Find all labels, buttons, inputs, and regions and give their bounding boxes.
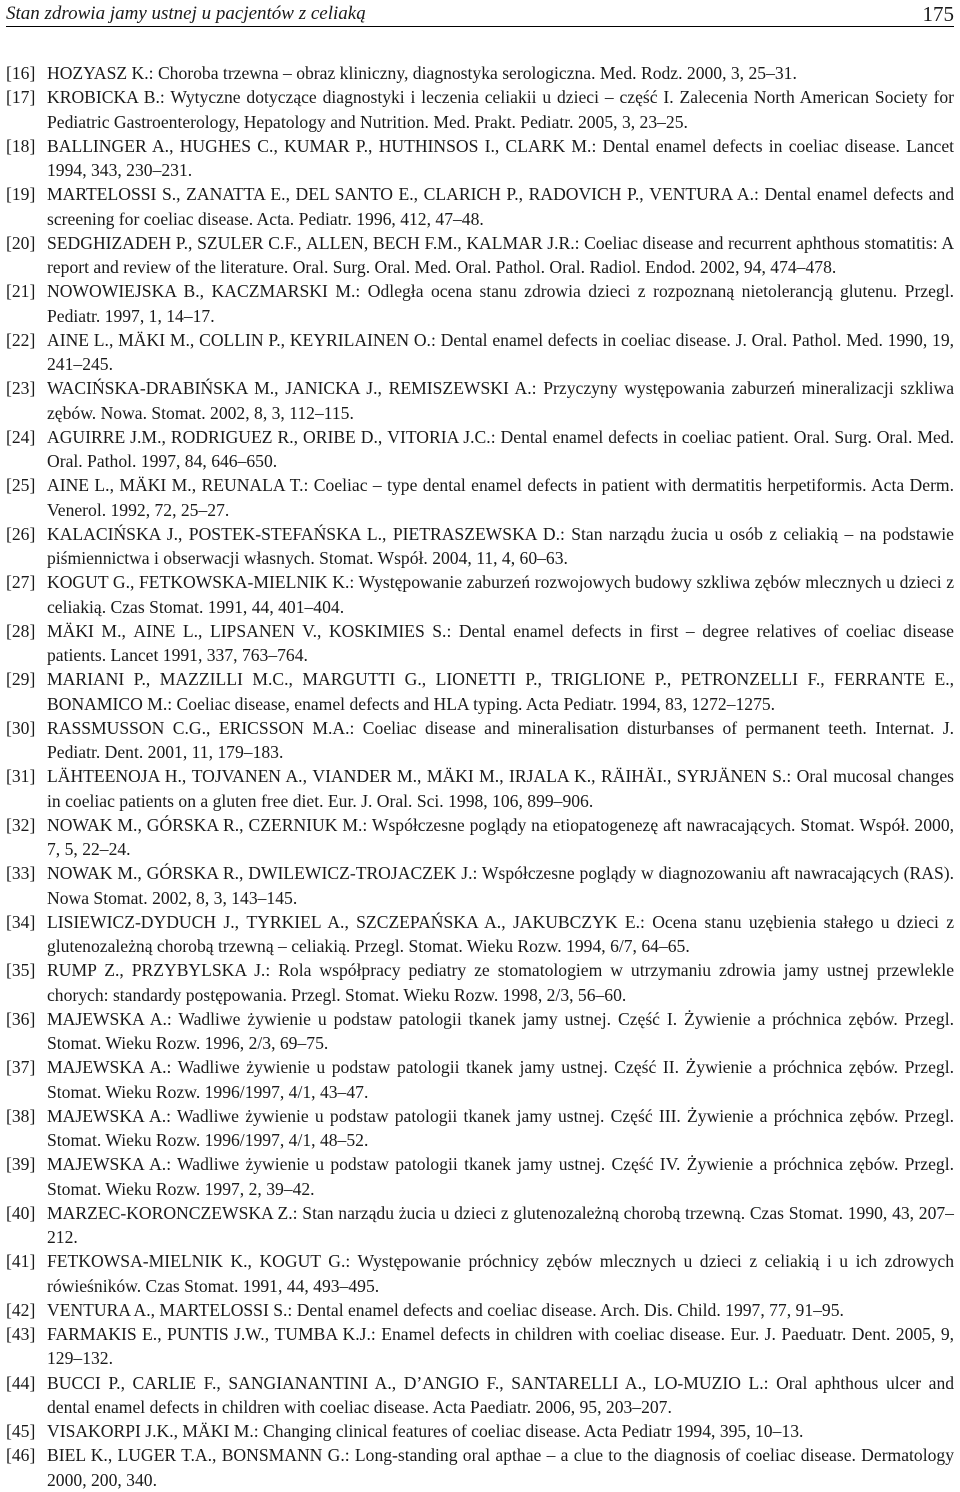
reference-text xyxy=(47,1322,954,1371)
reference-number: [27] xyxy=(6,572,36,593)
reference-number: [40] xyxy=(6,1202,36,1223)
reference-entry xyxy=(6,328,954,377)
reference-entry xyxy=(6,570,954,619)
reference-segment: , xyxy=(137,863,147,884)
reference-segment: , xyxy=(642,1372,654,1393)
reference-segment: , xyxy=(150,1299,160,1320)
reference-segment: : Coeliac disease and recurrent aphthous stomatitis: A report and review of the literature. Oral. Surg. Oral. Med. Oral. Pathol. Oral. Radiol. Endod. 2002, 94, 474–478. xyxy=(47,232,955,277)
reference-author: NOWAK M. xyxy=(47,863,138,884)
reference-segment: : Long-standing oral apthae – a clue to the diagnosis of coeliac disease. Dermatology 2000, 200, 340. xyxy=(47,1445,955,1490)
reference-segment: , xyxy=(176,184,187,205)
reference-text xyxy=(47,328,954,377)
reference-author: RASSMUSSON C.G. xyxy=(47,717,207,738)
reference-author: JANICKA J. xyxy=(285,378,378,399)
reference-segment: , xyxy=(189,329,200,350)
reference-segment: , xyxy=(274,378,286,399)
running-title: Stan zdrowia jamy ustnej u pacjentów z celiaką xyxy=(6,3,366,24)
reference-author: RADOVICH P. xyxy=(528,184,640,205)
reference-author: KUMAR P. xyxy=(284,135,369,156)
reference-segment: , xyxy=(382,523,393,544)
reference-text xyxy=(47,764,954,813)
reference-number: [46] xyxy=(6,1445,36,1466)
reference-author: RÄIHÄI. xyxy=(600,766,667,787)
reference-author: MÄKI M. xyxy=(119,475,192,496)
reference-author: CZERNIUK M. xyxy=(248,814,363,835)
reference-author: ALLEN, BECH F.M. xyxy=(306,232,458,253)
reference-segment: , xyxy=(157,1324,168,1344)
reference-entry xyxy=(6,1443,954,1492)
reference-list xyxy=(6,61,954,1492)
reference-text xyxy=(47,1152,954,1201)
reference-segment: , xyxy=(288,669,303,690)
reference-author: MARZEC-KORONCZEWSKA Z. xyxy=(47,1202,293,1223)
reference-entry xyxy=(6,425,954,474)
reference-segment: , xyxy=(368,135,379,156)
reference-text xyxy=(47,1201,954,1250)
reference-segment: , xyxy=(499,766,510,787)
reference-segment: : Changing clinical features of coeliac disease. Acta Pediatr 1994, 395, 10–13. xyxy=(253,1421,804,1441)
reference-text xyxy=(47,813,954,862)
reference-text xyxy=(47,1104,954,1153)
reference-segment: , xyxy=(108,329,119,350)
reference-segment: , xyxy=(109,475,120,496)
reference-segment: , xyxy=(518,184,529,205)
reference-author: CLARK M. xyxy=(505,135,592,156)
reference-segment: , xyxy=(247,1251,260,1272)
reference-segment: : Coeliac – type dental enamel defects in patient with dermatitis herpetiformis. Acta Derm. Venerol. 1992, 72, 25–27. xyxy=(47,475,955,520)
reference-segment: : Choroba trzewna – obraz kliniczny, diagnostyka serologiczna. Med. Rodz. 2000, 3, 25–31. xyxy=(148,63,797,83)
reference-number: [30] xyxy=(6,717,36,738)
reference-author: PUNTIS J.W. xyxy=(167,1324,265,1344)
reference-author: MÄKI M. xyxy=(47,620,122,641)
reference-entry xyxy=(6,1371,954,1420)
reference-segment: , xyxy=(264,1324,275,1344)
reference-text xyxy=(47,279,954,328)
reference-segment: , xyxy=(173,1421,183,1441)
reference-author: LIONETTI P. xyxy=(435,669,538,690)
reference-segment: , xyxy=(181,766,192,787)
reference-text xyxy=(47,473,954,522)
reference-author: FETKOWSA-MIELNIK K. xyxy=(47,1251,248,1272)
reference-author: KEYRILAINEN O. xyxy=(289,329,431,350)
reference-author: MÄKI M. xyxy=(426,766,500,787)
reference-number: [16] xyxy=(6,63,36,83)
reference-text xyxy=(47,1443,954,1492)
reference-author: AINE L. xyxy=(47,329,109,350)
reference-segment: , xyxy=(234,911,247,932)
reference-text xyxy=(47,376,954,425)
reference-number: [24] xyxy=(6,426,36,447)
reference-number: [38] xyxy=(6,1105,36,1126)
reference-author: AINE L. xyxy=(133,620,199,641)
reference-segment: : Enamel defects in children with coeliac disease. Eur. J. Paeduatr. Dent. 2005, 9, 129–132. xyxy=(47,1324,955,1369)
reference-number: [36] xyxy=(6,1008,36,1029)
reference-author: LIPSANEN V. xyxy=(209,620,318,641)
reference-segment: : Przyczyny występowania zaburzeń mineralizacji szkliwa zębów. Nowa. Stomat. 2002, 8, 3, 112–115. xyxy=(47,378,955,423)
reference-segment: , xyxy=(413,184,424,205)
reference-entry xyxy=(6,910,954,959)
reference-text xyxy=(47,1419,954,1443)
reference-entry xyxy=(6,522,954,571)
reference-segment: , xyxy=(216,1372,229,1393)
reference-segment: : Coeliac disease and mineralisation disturbanses of permanent teeth. Internat. J. Pediatr. Dent. 2001, 11, 179–183. xyxy=(47,717,955,762)
reference-segment: : Dental enamel defects in coeliac disease. Lancet 1994, 343, 230–231. xyxy=(47,135,955,180)
reference-segment: : Występowanie próchnicy zębów mlecznych u dzieci z celiakią i u ich zdrowych rówieśników. Czas Stomat. 1991, 44, 493–495. xyxy=(47,1251,954,1296)
reference-author: BALLINGER A. xyxy=(47,135,170,156)
reference-text xyxy=(47,1007,954,1056)
reference-number: [37] xyxy=(6,1057,36,1078)
reference-segment: : Występowanie zaburzeń rozwojowych budowy szkliwa zębów mlecznych u dzieci z celiakią. Czas Stomat. 1991, 44, 401–404. xyxy=(47,572,955,617)
reference-entry xyxy=(6,182,954,231)
reference-author: TYRKIEL A. xyxy=(246,911,345,932)
reference-text xyxy=(47,667,954,716)
reference-author: MAJEWSKA A. xyxy=(47,1105,167,1126)
reference-segment: : Odległa ocena stanu zdrowia dzieci z rozpoznaną nietolerancją glutenu. Przegl. Pediatr. 1997, 1, 14–17. xyxy=(47,281,955,326)
reference-entry xyxy=(6,667,954,716)
reference-author: FETKOWSKA-MIELNIK K. xyxy=(139,572,350,593)
reference-segment: : Stan narządu żucia u osób z celiakią – na podstawie piśmiennictwa i obserwacji własnych. Stomat. Współ. 2004, 11, 4, 60–63. xyxy=(47,523,954,568)
reference-segment: , xyxy=(344,911,357,932)
reference-entry xyxy=(6,61,954,85)
reference-segment: , xyxy=(198,620,210,641)
reference-author: LUGER T.A. xyxy=(117,1445,213,1466)
reference-author: SZULER C.F. xyxy=(197,232,298,253)
reference-segment: , xyxy=(501,911,513,932)
reference-author: REUNALA T. xyxy=(201,475,304,496)
reference-author: NOWOWIEJSKA B. xyxy=(47,281,200,302)
reference-entry xyxy=(6,619,954,668)
reference-number: [17] xyxy=(6,87,36,108)
reference-entry xyxy=(6,716,954,765)
reference-number: [21] xyxy=(6,281,36,302)
reference-segment: , xyxy=(302,766,313,787)
reference-entry xyxy=(6,134,954,183)
reference-segment: , xyxy=(120,1372,133,1393)
reference-segment: , xyxy=(169,135,180,156)
reference-author: NOWAK M. xyxy=(47,814,138,835)
reference-author: VIANDER M. xyxy=(312,766,418,787)
reference-number: [44] xyxy=(6,1372,36,1393)
reference-entry xyxy=(6,1152,954,1201)
reference-author: CARLIE F. xyxy=(132,1372,217,1393)
reference-author: KOSKIMIES S. xyxy=(328,620,447,641)
reference-author: BONSMANN G. xyxy=(221,1445,345,1466)
reference-segment: , xyxy=(212,1445,222,1466)
reference-segment: : Oral aphthous ulcer and dental enamel defects in children with coeliac disease. Acta Paediatr. 2006, 95, 203–207. xyxy=(47,1372,955,1417)
reference-author: KALMAR J.R. xyxy=(466,232,575,253)
reference-author: RUMP Z. xyxy=(47,960,120,981)
reference-author: MARTELOSSI S. xyxy=(159,1299,288,1320)
reference-entry xyxy=(6,85,954,134)
reference-segment: : Współczesne poglądy w diagnozowaniu aft nawracających (RAS). Nowa Stomat. 2002, 8, 3, 143–145. xyxy=(47,863,955,908)
reference-author: MAJEWSKA A. xyxy=(47,1154,167,1175)
reference-text xyxy=(47,570,954,619)
reference-author: HUTHINSOS I. xyxy=(378,135,495,156)
reference-author: ERICSSON M.A. xyxy=(218,717,350,738)
reference-segment: , xyxy=(145,669,160,690)
reference-author: SYRJÄNEN S. xyxy=(676,766,787,787)
reference-segment: , xyxy=(820,669,835,690)
reference-entry xyxy=(6,1322,954,1371)
reference-segment: : Dental enamel defects in coeliac disease. J. Oral. Pathol. Med. 1990, 19, 241–245. xyxy=(47,329,955,374)
reference-segment: , xyxy=(129,572,140,593)
reference-segment: : Wadliwe żywienie u podstaw patologii tkanek jamy ustnej. Część III. Żywienie a próchnica zębów. Przegl. Stomat. Wieku Rozw. 1996/1997, 4/1, 48–52. xyxy=(47,1105,954,1150)
reference-number: [35] xyxy=(6,960,36,981)
reference-author: VENTURA A. xyxy=(47,1299,151,1320)
reference-author: VITORIA J.C. xyxy=(387,426,491,447)
reference-entry xyxy=(6,231,954,280)
reference-entry xyxy=(6,958,954,1007)
reference-segment: , xyxy=(239,814,249,835)
reference-segment: : Stan narządu żucia u dzieci z glutenozależną chorobą trzewną. Czas Stomat. 1990, 43, 207–212. xyxy=(47,1202,954,1247)
reference-author: VENTURA A. xyxy=(649,184,755,205)
reference-text xyxy=(47,425,954,474)
reference-author: MÄKI M. xyxy=(118,329,190,350)
reference-number: [41] xyxy=(6,1251,36,1272)
reference-segment: , xyxy=(499,1372,512,1393)
reference-segment: , xyxy=(191,475,202,496)
reference-author: HUGHES C. xyxy=(179,135,274,156)
reference-segment: , xyxy=(119,960,132,981)
reference-segment: , xyxy=(273,135,285,156)
reference-text xyxy=(47,1298,954,1322)
reference-author: KACZMARSKI M. xyxy=(211,281,356,302)
reference-number: [34] xyxy=(6,911,36,932)
reference-entry xyxy=(6,473,954,522)
reference-entry xyxy=(6,1419,954,1443)
reference-author: FERRANTE E. xyxy=(834,669,950,690)
reference-text xyxy=(47,1371,954,1420)
reference-text xyxy=(47,1249,954,1298)
reference-segment: , xyxy=(188,232,198,253)
reference-author: REMISZEWSKI A. xyxy=(388,378,532,399)
reference-number: [45] xyxy=(6,1421,36,1441)
reference-number: [42] xyxy=(6,1299,36,1320)
reference-segment: , xyxy=(297,232,307,253)
reference-author: PETRONZELLI F. xyxy=(680,669,821,690)
reference-entry xyxy=(6,1298,954,1322)
reference-segment: : Dental enamel defects and screening for coeliac disease. Acta. Pediatr. 1996, 412, 47–48. xyxy=(47,184,955,229)
reference-author: D’ANGIO F. xyxy=(403,1372,500,1393)
reference-author: MARTELOSSI S. xyxy=(47,184,177,205)
reference-entry xyxy=(6,813,954,862)
reference-author: VISAKORPI J.K. xyxy=(47,1421,174,1441)
reference-segment: , xyxy=(199,281,212,302)
reference-author: FARMAKIS E. xyxy=(47,1324,158,1344)
reference-author: COLLIN P. xyxy=(199,329,281,350)
reference-author: DEL SANTO E. xyxy=(295,184,414,205)
reference-entry xyxy=(6,1055,954,1104)
reference-author: MAJEWSKA A. xyxy=(47,1008,167,1029)
reference-number: [23] xyxy=(6,378,36,399)
reference-author: ZANATTA E. xyxy=(186,184,286,205)
reference-segment: : Wadliwe żywienie u podstaw patologii tkanek jamy ustnej. Część I. Żywienie a próchnica zębów. Przegl. Stomat. Wieku Rozw. 1996, 2/3, 69–75. xyxy=(47,1008,954,1053)
reference-number: [25] xyxy=(6,475,36,496)
reference-author: SANGIANANTINI A. xyxy=(228,1372,392,1393)
reference-author: SZCZEPAŃSKA A. xyxy=(356,911,502,932)
reference-segment: , xyxy=(280,329,290,350)
reference-segment: : Ocena stanu uzębienia stałego u dzieci z glutenozależną chorobą trzewną – celiakią. Przegl. Stomat. Wieku Rozw. 1994, 6/7, 64–65. xyxy=(47,911,955,956)
reference-segment: : Rola współpracy pediatry ze stomatologiem w utrzymaniu zdrowia jamy ustnej przewlekle chorych: standardy postępowania. Przegl. Stomat. Wieku Rozw. 1998, 2/3, 56–60. xyxy=(47,960,954,1005)
reference-entry xyxy=(6,1104,954,1153)
reference-author: KROBICKA B. xyxy=(47,87,160,108)
reference-author: AINE L. xyxy=(47,475,110,496)
reference-text xyxy=(47,1055,954,1104)
reference-segment: : Oral mucosal changes in coeliac patients on a gluten free diet. Eur. J. Oral. Sci. 1998, 106, 899–906. xyxy=(47,766,954,811)
reference-author: LÄHTEENOJA H. xyxy=(47,766,182,787)
reference-segment: , xyxy=(238,863,249,884)
reference-text xyxy=(47,134,954,183)
reference-author: TOJVANEN A. xyxy=(191,766,303,787)
reference-number: [39] xyxy=(6,1154,36,1175)
reference-author: POSTEK-STEFAŃSKA L. xyxy=(188,523,383,544)
reference-segment: , xyxy=(377,426,388,447)
reference-author: CLARICH P. xyxy=(423,184,519,205)
reference-segment: , xyxy=(107,1445,118,1466)
reference-text xyxy=(47,958,954,1007)
reference-segment: : Wadliwe żywienie u podstaw patologii tkanek jamy ustnej. Część IV. Żywienie a próchnica zębów. Przegl. Stomat. Wieku Rozw. 1997, 2, 39–42. xyxy=(47,1154,954,1199)
reference-author: HOZYASZ K. xyxy=(47,63,149,83)
page-number: 175 xyxy=(922,2,954,26)
reference-segment: , xyxy=(639,184,650,205)
reference-segment: , xyxy=(317,620,329,641)
reference-segment: , xyxy=(666,669,681,690)
reference-author: JAKUBCZYK E. xyxy=(512,911,640,932)
reference-author: MARIANI P. xyxy=(47,669,146,690)
reference-text xyxy=(47,910,954,959)
reference-author: RODRIGUEZ R. xyxy=(170,426,294,447)
reference-author: LISIEWICZ-DYDUCH J. xyxy=(47,911,235,932)
reference-segment: , xyxy=(137,814,147,835)
reference-author: GÓRSKA R. xyxy=(146,814,240,835)
running-header xyxy=(6,0,954,27)
reference-author: AGUIRRE J.M. xyxy=(47,426,162,447)
reference-author: BIEL K. xyxy=(47,1445,108,1466)
reference-author: TUMBA K.J. xyxy=(274,1324,371,1344)
reference-text xyxy=(47,522,954,571)
reference-segment: , xyxy=(206,717,219,738)
reference-segment: : Dental enamel defects in coeliac patient. Oral. Surg. Oral. Med. Oral. Pathol. 1997, 84, 646–650. xyxy=(47,426,954,471)
reference-author: PRZYBYLSKA J. xyxy=(131,960,266,981)
reference-author: IRJALA K. xyxy=(509,766,592,787)
reference-segment: , xyxy=(293,426,304,447)
reference-author: MÄKI M. xyxy=(182,1421,254,1441)
reference-author: LO-MUZIO L. xyxy=(653,1372,764,1393)
reference-entry xyxy=(6,861,954,910)
reference-author: MAJEWSKA A. xyxy=(47,1057,167,1078)
reference-entry xyxy=(6,1201,954,1250)
reference-segment: , xyxy=(494,135,506,156)
reference-author: ORIBE D. xyxy=(303,426,378,447)
reference-entry xyxy=(6,1007,954,1056)
reference-number: [31] xyxy=(6,766,36,787)
reference-segment: , xyxy=(666,766,677,787)
reference-segment: : Dental enamel defects in first – degree relatives of coeliac disease patients. Lancet 1991, 337, 763–764. xyxy=(47,620,954,665)
reference-segment: , xyxy=(161,426,171,447)
reference-segment: , xyxy=(391,1372,404,1393)
reference-author: KOGUT G. xyxy=(259,1251,346,1272)
reference-author: KALACIŃSKA J. xyxy=(47,523,179,544)
reference-author: BUCCI P. xyxy=(47,1372,121,1393)
reference-text xyxy=(47,85,954,134)
reference-segment: , xyxy=(121,620,134,641)
reference-author: BONAMICO M. xyxy=(47,693,168,714)
reference-text xyxy=(47,182,954,231)
reference-entry xyxy=(6,764,954,813)
reference-text xyxy=(47,716,954,765)
reference-entry xyxy=(6,376,954,425)
reference-author: DWILEWICZ-TROJACZEK J. xyxy=(248,863,473,884)
reference-number: [22] xyxy=(6,329,36,350)
reference-segment: , xyxy=(285,184,296,205)
reference-segment: , xyxy=(377,378,389,399)
reference-number: [28] xyxy=(6,620,36,641)
reference-number: [43] xyxy=(6,1324,36,1344)
reference-segment: : Współczesne poglądy na etiopatogenezę aft nawracających. Stomat. Współ. 2000, 7, 5, 22–24. xyxy=(47,814,955,859)
reference-segment: , xyxy=(457,232,467,253)
reference-author: WACIŃSKA-DRABIŃSKA M. xyxy=(47,378,275,399)
reference-entry xyxy=(6,1249,954,1298)
reference-number: [26] xyxy=(6,523,36,544)
reference-number: [20] xyxy=(6,232,36,253)
reference-author: KOGUT G. xyxy=(47,572,130,593)
reference-segment: : Wadliwe żywienie u podstaw patologii tkanek jamy ustnej. Część II. Żywienie a próchnica zębów. Przegl. Stomat. Wieku Rozw. 1996/1997, 4/1, 43–47. xyxy=(47,1057,954,1102)
reference-author: MAZZILLI M.C. xyxy=(159,669,289,690)
reference-number: [33] xyxy=(6,863,36,884)
reference-author: TRIGLIONE P. xyxy=(551,669,667,690)
reference-author: PIETRASZEWSKA D. xyxy=(392,523,560,544)
reference-segment: : Wytyczne dotyczące diagnostyki i leczenia celiakii u dzieci – część I. Zalecenia North American Society for Pediatric Gastroenterology, Hepatology and Nutrition. Med. Prakt. Pediatr. 2005, 3, 23–25. xyxy=(47,87,954,132)
reference-text xyxy=(47,619,954,668)
reference-text xyxy=(47,861,954,910)
reference-number: [19] xyxy=(6,184,36,205)
reference-author: GÓRSKA R. xyxy=(146,863,239,884)
reference-number: [18] xyxy=(6,135,36,156)
reference-segment: , xyxy=(421,669,436,690)
reference-segment: : Dental enamel defects and coeliac disease. Arch. Dis. Child. 1997, 77, 91–95. xyxy=(287,1299,844,1320)
reference-segment: , xyxy=(178,523,189,544)
reference-segment: : Coeliac disease, enamel defects and HLA typing. Acta Pediatr. 1994, 83, 1272–1275. xyxy=(167,693,776,714)
reference-number: [29] xyxy=(6,669,36,690)
reference-segment: , xyxy=(949,669,955,690)
reference-author: MARGUTTI G. xyxy=(302,669,422,690)
reference-text xyxy=(47,231,954,280)
reference-entry xyxy=(6,279,954,328)
reference-author: SANTARELLI A. xyxy=(511,1372,643,1393)
reference-number: [32] xyxy=(6,814,36,835)
reference-segment: , xyxy=(537,669,552,690)
reference-author: SEDGHIZADEH P. xyxy=(47,232,189,253)
reference-segment: , xyxy=(417,766,427,787)
reference-text xyxy=(47,61,954,85)
reference-segment: , xyxy=(591,766,601,787)
